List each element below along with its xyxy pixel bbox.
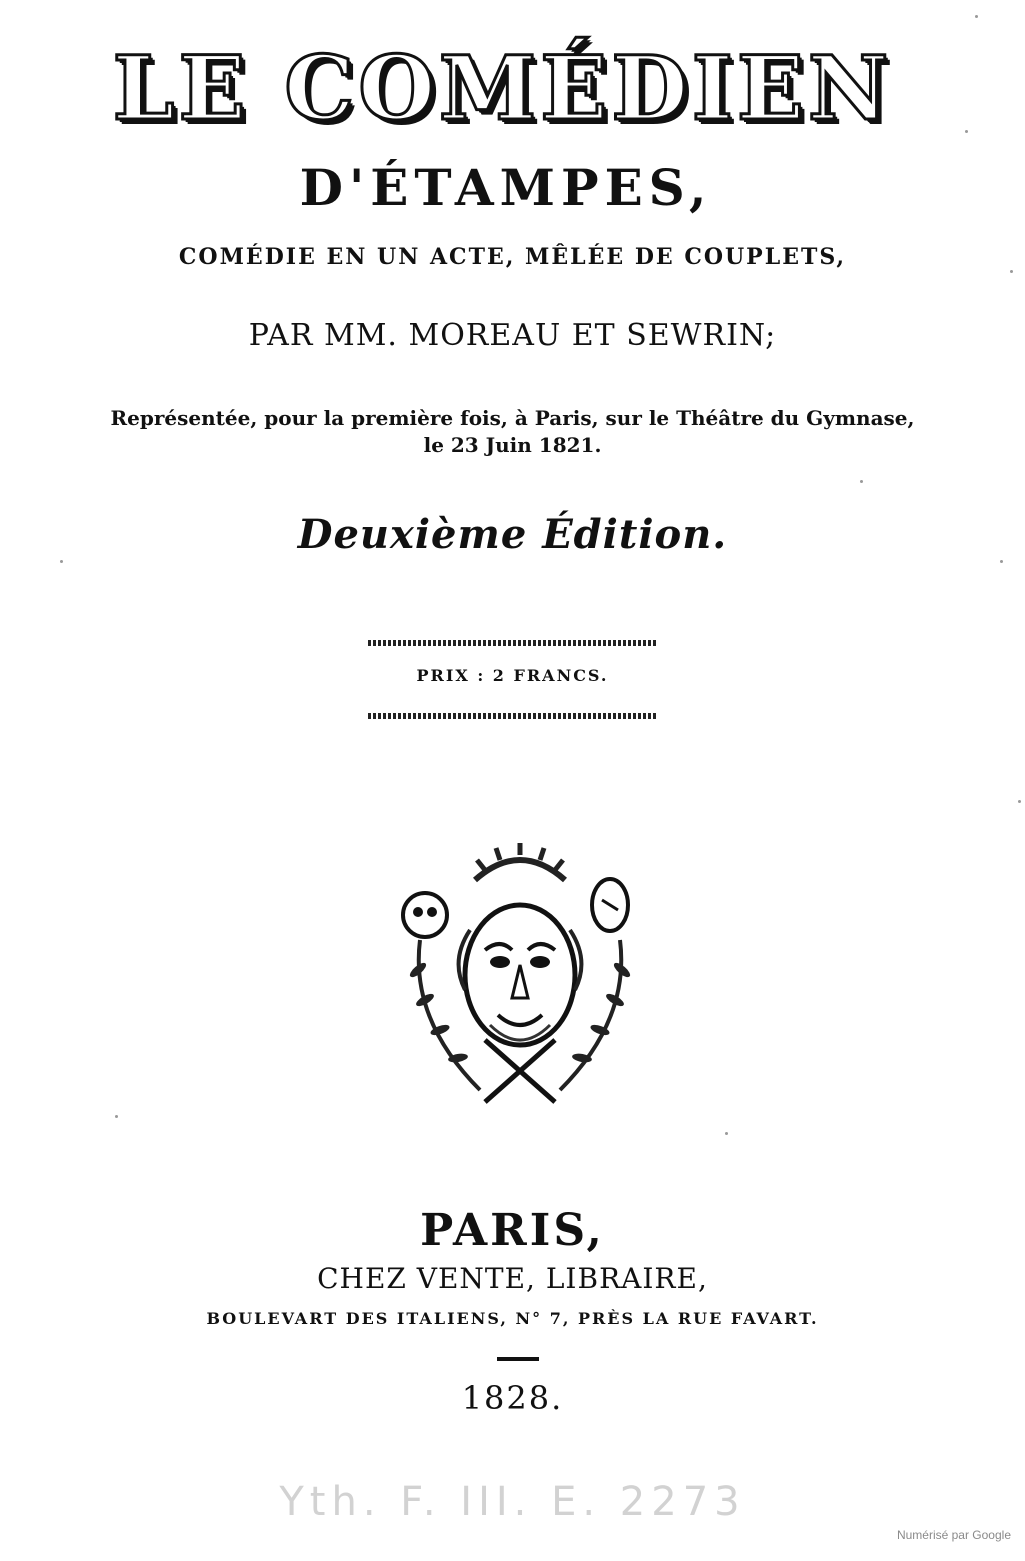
imprint-divider [497,1357,539,1361]
imprint-year: 1828. [461,1379,564,1417]
authors-line: PAR MM. MOREAU ET SEWRIN; [248,318,777,353]
scan-speck [860,480,863,483]
scan-speck [965,130,968,133]
scan-speck [115,1115,118,1118]
representation-line-1: Représentée, pour la première fois, à Paris, sur le Théâtre du Gymnase, [110,406,915,430]
ornamental-rule-top [368,640,656,646]
title-main: LE COMÉDIEN [112,36,893,140]
title-sub: D'ÉTAMPES, [299,158,713,217]
scan-speck [1010,270,1013,273]
scan-speck [725,1132,728,1135]
scan-speck [975,15,978,18]
scan-speck [1018,800,1021,803]
scan-watermark: Numérisé par Google [896,1528,1011,1542]
genre-line: COMÉDIE EN UN ACTE, MÊLÉE DE COUPLETS, [178,244,847,270]
library-stamp: Yth. F. III. E. 2273 [279,1479,746,1525]
representation-line-2: le 23 Juin 1821. [423,433,602,457]
price-line: PRIX : 2 FRANCS. [416,666,609,685]
edition-line: Deuxième Édition. [297,511,728,558]
imprint-address: BOULEVART DES ITALIENS, N° 7, PRÈS LA RUE FAVART. [206,1309,819,1328]
imprint-city: PARIS, [420,1205,605,1256]
theatre-mask-vignette-icon [390,840,650,1110]
scan-speck [60,560,63,563]
scan-speck [1000,560,1003,563]
imprint-publisher: CHEZ VENTE, LIBRAIRE, [317,1262,708,1295]
ornamental-rule-bottom [368,713,656,719]
